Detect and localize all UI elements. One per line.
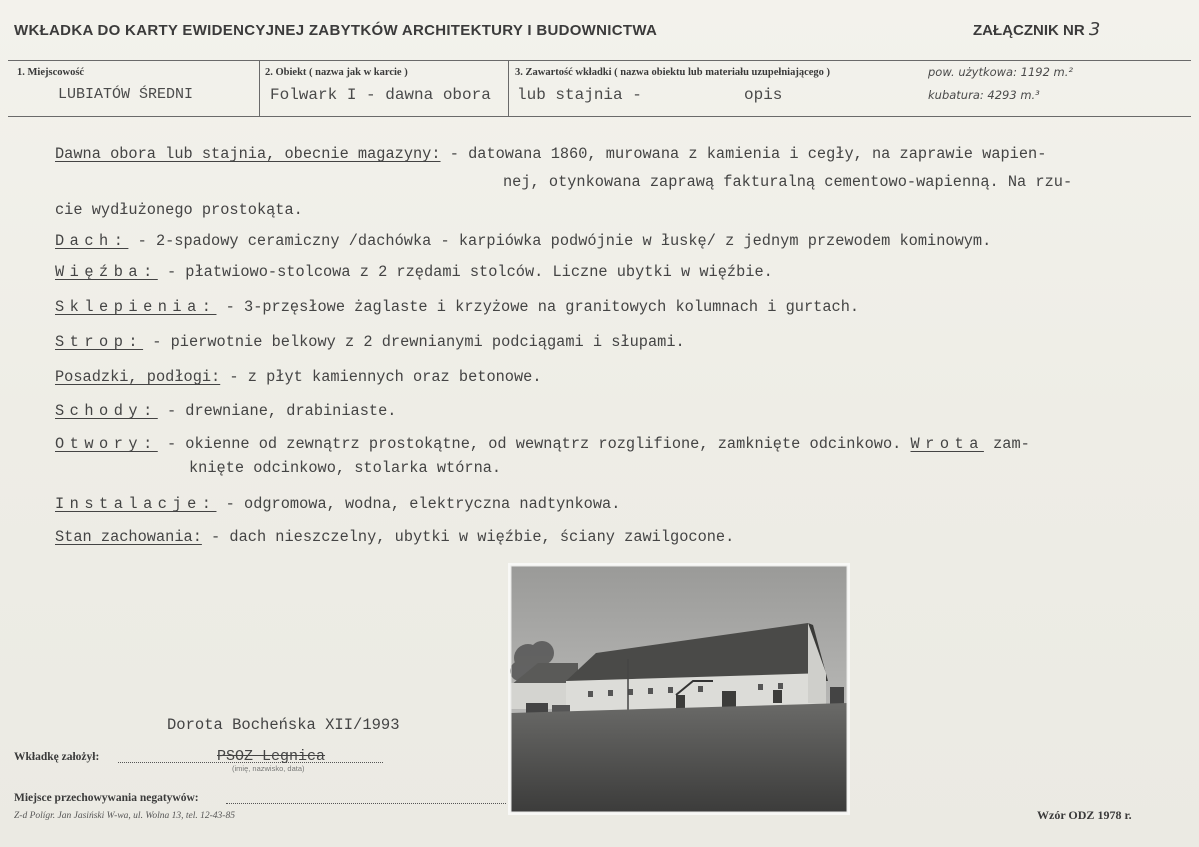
openings-line-2 [189,457,501,479]
locality-value: LUBIATÓW ŚREDNI [58,86,194,103]
intro-label: Dawna obora lub stajnia, obecnie magazyny: [55,145,441,163]
condition-text: - dach nieszczelny, ubytki w więźbie, ściany zawilgocone. [201,528,735,546]
ceiling-text: - pierwotnie belkowy z 2 drewnianymi podciągami i słupami. [143,333,685,351]
floor-label: Posadzki, podłogi: [55,368,221,386]
founder-stamp: PSOZ Legnica [217,748,326,765]
truss-line [55,261,773,283]
condition-line [55,526,734,548]
header-rule-top [8,60,1191,61]
openings-label: Otwory: [55,435,158,453]
floor-text: - z płyt kamiennych oraz betonowe. [220,368,542,386]
gates-label: Wrota [910,435,984,453]
openings-text-3: knięte odcinkowo, stolarka wtórna. [189,459,502,477]
stairs-text: - drewniane, drabiniaste. [157,402,397,420]
stairs-label: Schody: [55,402,158,420]
document-title: WKŁADKA DO KARTY EWIDENCYJNEJ ZABYTKÓW ARCHITEKTURY I BUDOWNICTWA [14,22,658,39]
install-line [55,493,620,515]
truss-label: Więźba: [55,263,158,281]
contents-label: 3. Zawartość wkładki ( nazwa obiektu lub materiału uzupełniającego ) [515,67,831,78]
negatives-label: Miejsce przechowywania negatywów: [14,792,199,804]
truss-text: - płatwiowo-stolcowa z 2 rzędami stolców. Liczne ubytki w więźbie. [157,263,773,281]
openings-text-1: - okienne od zewnątrz prostokątne, od wewnątrz rozglifione, zamknięte odcinkowo. [157,435,911,453]
locality-label: 1. Miejscowość [17,67,85,78]
founder-hint: (imię, nazwisko, data) [232,764,305,773]
stairs-line [55,400,396,422]
openings-line-1 [55,433,1030,455]
ceiling-label: Strop: [55,333,144,351]
negatives-dotted-line [226,803,506,804]
object-label: 2. Obiekt ( nazwa jak w karcie ) [265,67,408,78]
floor-line [55,366,542,388]
intro-text-1: - datowana 1860, murowana z kamienia i cegły, na zaprawie wapien- [440,145,1047,163]
object-value: Folwark I - dawna obora [270,86,491,104]
intro-text-3: cie wydłużonego prostokąta. [55,201,303,219]
condition-label: Stan zachowania: [55,528,202,546]
header-divider-1 [259,60,260,116]
roof-text: - 2-spadowy ceramiczny /dachówka - karpiówka podwójnie w łuskę/ z jednym przewodem kominowym. [128,232,992,250]
intro-line-3 [55,199,303,221]
form-id: Wzór ODZ 1978 r. [1037,808,1132,822]
vault-label: Sklepienia: [55,298,217,316]
attachment-number-value: 3 [1088,19,1101,40]
founder-label: Wkładkę założył: [14,751,100,763]
printer-imprint: Z-d Polígr. Jan Jasiński W-wa, ul. Wolna 13, tel. 12-43-85 [14,811,235,821]
install-text: - odgromowa, wodna, elektryczna nadtynkowa. [216,495,621,513]
building-photo [508,563,850,815]
intro-text-2: nej, otynkowana zaprawą fakturalną cementowo-wapienną. Na rzu- [503,173,1073,191]
install-label: Instalacje: [55,495,217,513]
header-divider-2 [508,60,509,116]
building-photo-image [508,563,850,815]
intro-line-2 [503,171,1072,193]
volume-note: kubatura: 4293 m.³ [928,88,1040,102]
author-date: Dorota Bocheńska XII/1993 [167,716,400,734]
area-note: pow. użytkowa: 1192 m.² [928,65,1074,79]
intro-line-1 [55,143,1046,165]
vault-text: - 3-przęsłowe żaglaste i krzyżowe na granitowych kolumnach i gurtach. [216,298,860,316]
attachment-prefix: ZAŁĄCZNIK NR [973,22,1085,39]
contents-value-1: lub stajnia - [517,86,642,104]
ceiling-line [55,331,685,353]
vault-line [55,296,859,318]
attachment-number [973,19,1100,40]
header-rule-bottom [8,116,1191,117]
contents-value-2: opis [744,86,783,104]
roof-label: Dach: [55,232,129,250]
roof-line [55,230,991,252]
openings-text-2: zam- [983,435,1030,453]
